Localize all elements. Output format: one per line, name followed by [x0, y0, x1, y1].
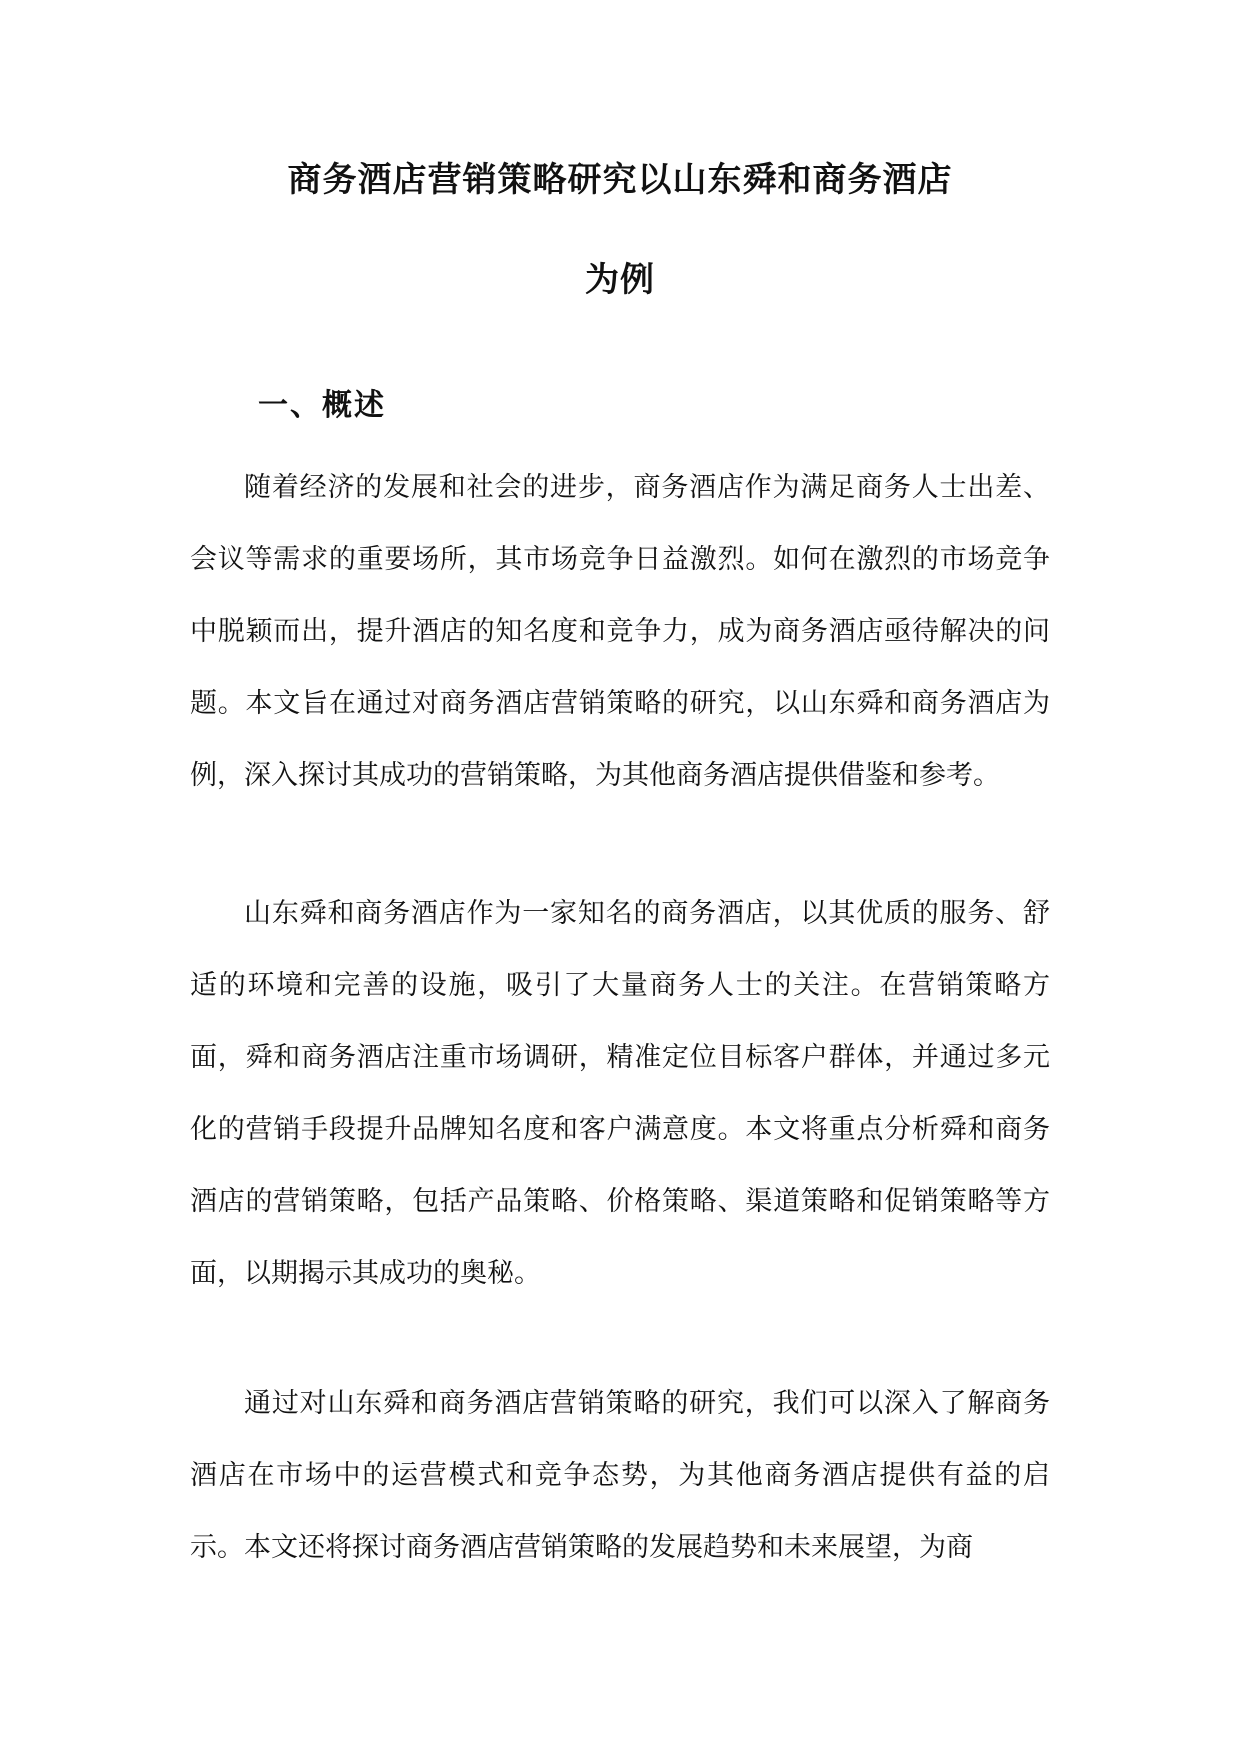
section-heading: 一、概述: [258, 388, 386, 423]
document-title-line-2: 为例: [585, 260, 655, 300]
document-title-line-1: 商务酒店营销策略研究以山东舜和商务酒店: [287, 160, 953, 200]
body-paragraph-1: 随着经济的发展和社会的进步，商务酒店作为满足商务人士出差、会议等需求的重要场所，其市场竞争日益激烈。如何在激烈的市场竞争中脱颖而出，提升酒店的知名度和竞争力，成为商务酒店亟待解决的问题。本文旨在通过对商务酒店营销策略的研究，以山东舜和商务酒店为例，深入探讨其成功的营销策略，为其他商务酒店提供借鉴和参考。: [190, 472, 1050, 791]
body-paragraph-2: 山东舜和商务酒店作为一家知名的商务酒店，以其优质的服务、舒适的环境和完善的设施，吸引了大量商务人士的关注。在营销策略方面，舜和商务酒店注重市场调研，精准定位目标客户群体，并通过多元化的营销手段提升品牌知名度和客户满意度。本文将重点分析舜和商务酒店的营销策略，包括产品策略、价格策略、渠道策略和促销策略等方面，以期揭示其成功的奥秘。: [190, 898, 1050, 1289]
body-paragraph-3: 通过对山东舜和商务酒店营销策略的研究，我们可以深入了解商务酒店在市场中的运营模式和竞争态势，为其他商务酒店提供有益的启示。本文还将探讨商务酒店营销策略的发展趋势和未来展望，为商: [190, 1388, 1050, 1563]
